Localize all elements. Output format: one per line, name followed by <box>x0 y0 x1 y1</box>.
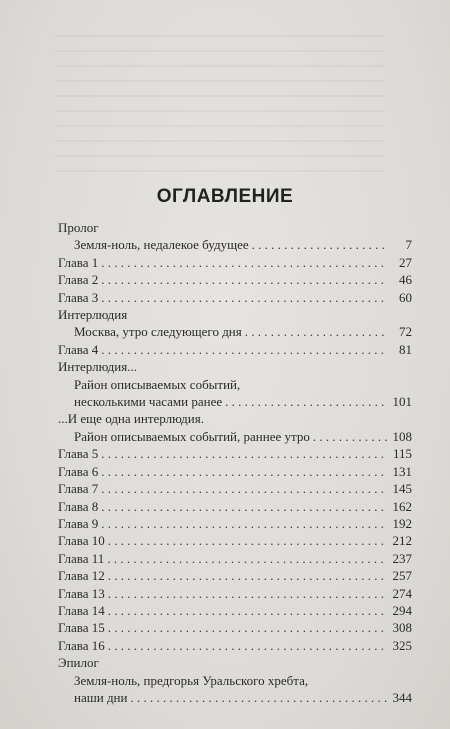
dot-leader <box>313 428 387 445</box>
toc-entry-label: Глава 8 <box>58 498 99 514</box>
toc-entry-page: 131 <box>392 463 412 479</box>
toc-entry-label: Пролог <box>58 220 99 235</box>
toc-entry <box>58 689 412 706</box>
toc-entry-page: 72 <box>399 324 412 340</box>
toc-entry-label: Глава 16 <box>58 637 105 653</box>
toc-entry-label: Глава 1 <box>58 254 99 270</box>
toc-entry-label: Глава 15 <box>58 620 105 636</box>
toc-entry <box>58 532 412 549</box>
toc-entry-page: 60 <box>399 289 412 305</box>
dot-leader <box>252 236 387 253</box>
dot-leader <box>101 445 387 462</box>
toc-entry-page: 308 <box>392 620 412 636</box>
toc-entry <box>58 619 412 636</box>
toc-entry-label: Глава 7 <box>58 481 99 497</box>
toc-entry-page: 46 <box>399 272 412 288</box>
toc-entry-page: 81 <box>399 341 412 357</box>
toc-entry <box>58 585 412 602</box>
toc-entry-label: Район описываемых событий, раннее утро <box>74 428 310 444</box>
toc-entry-page: 344 <box>392 689 412 705</box>
toc-entry <box>58 254 412 271</box>
toc-entry <box>58 445 412 462</box>
toc-entry-label: Земля-ноль, недалекое будущее <box>74 237 249 253</box>
toc-entry-label: Район описываемых событий, <box>74 376 241 392</box>
toc-entry-label: ...И еще одна интерлюдия. <box>58 411 204 427</box>
toc-entry-page: 145 <box>392 481 412 497</box>
toc-entry-page: 192 <box>392 515 412 531</box>
toc-entry-label: Москва, утро следующего дня <box>74 324 242 340</box>
toc-entry-page: 27 <box>399 254 412 270</box>
toc-entry <box>58 550 412 567</box>
toc-entry-label: Интерлюдия <box>58 307 128 323</box>
dot-leader <box>101 271 387 288</box>
toc-entry <box>58 376 412 393</box>
dot-leader <box>108 637 387 654</box>
dot-leader <box>101 289 387 306</box>
dot-leader <box>107 550 387 567</box>
toc-entry <box>58 306 412 323</box>
toc-entry-label: Глава 10 <box>58 533 105 549</box>
dot-leader <box>108 532 387 549</box>
toc-entry <box>58 480 412 497</box>
toc-entry <box>58 498 412 515</box>
table-of-contents <box>58 219 412 706</box>
toc-entry <box>58 672 412 689</box>
toc-entry <box>58 463 412 480</box>
toc-entry <box>58 358 412 375</box>
toc-entry <box>58 515 412 532</box>
toc-entry <box>58 271 412 288</box>
toc-entry-page: 162 <box>392 498 412 514</box>
toc-entry-label: несколькими часами ранее <box>74 394 223 410</box>
toc-entry-label: Глава 2 <box>58 272 99 288</box>
toc-entry <box>58 428 412 445</box>
toc-entry-label: Интерлюдия... <box>58 359 137 375</box>
dot-leader <box>101 515 387 532</box>
dot-leader <box>225 393 387 410</box>
toc-entry <box>58 410 412 427</box>
toc-entry-label: Глава 3 <box>58 289 99 305</box>
dot-leader <box>101 341 387 358</box>
toc-entry-label: Глава 4 <box>58 341 99 357</box>
toc-entry <box>58 341 412 358</box>
toc-entry-page: 101 <box>392 394 412 410</box>
dot-leader <box>108 602 387 619</box>
toc-entry-label: наши дни <box>74 689 128 705</box>
toc-entry-page: 108 <box>392 428 412 444</box>
toc-entry-label: Глава 5 <box>58 446 99 462</box>
show-through-text <box>55 35 385 185</box>
toc-entry-label: Глава 12 <box>58 568 105 584</box>
toc-entry-label: Эпилог <box>58 655 99 671</box>
toc-entry <box>58 219 412 236</box>
toc-entry-label: Глава 6 <box>58 463 99 479</box>
toc-entry-page: 257 <box>392 568 412 584</box>
toc-entry-label: Глава 13 <box>58 585 105 601</box>
toc-entry-label: Глава 11 <box>58 550 105 566</box>
toc-entry <box>58 654 412 671</box>
dot-leader <box>101 498 387 515</box>
toc-entry <box>58 602 412 619</box>
dot-leader <box>108 567 387 584</box>
toc-entry <box>58 236 412 253</box>
dot-leader <box>245 323 387 340</box>
toc-entry-page: 294 <box>392 602 412 618</box>
toc-entry <box>58 637 412 654</box>
toc-entry <box>58 289 412 306</box>
toc-entry <box>58 393 412 410</box>
dot-leader <box>101 254 387 271</box>
toc-entry-label: Земля-ноль, предгорья Уральского хребта, <box>74 672 309 688</box>
dot-leader <box>101 480 387 497</box>
dot-leader <box>108 585 387 602</box>
dot-leader <box>101 463 387 480</box>
dot-leader <box>108 619 387 636</box>
toc-entry <box>58 567 412 584</box>
toc-entry-page: 115 <box>392 446 412 462</box>
page-title: ОГЛАВЛЕНИЕ <box>156 186 294 207</box>
toc-entry-page: 325 <box>392 637 412 653</box>
dot-leader <box>130 689 387 706</box>
toc-entry <box>58 323 412 340</box>
toc-entry-label: Глава 14 <box>58 602 105 618</box>
toc-entry-page: 274 <box>392 585 412 601</box>
toc-entry-page: 237 <box>392 550 412 566</box>
toc-entry-page: 7 <box>405 237 412 253</box>
toc-entry-label: Глава 9 <box>58 515 99 531</box>
toc-entry-page: 212 <box>392 533 412 549</box>
